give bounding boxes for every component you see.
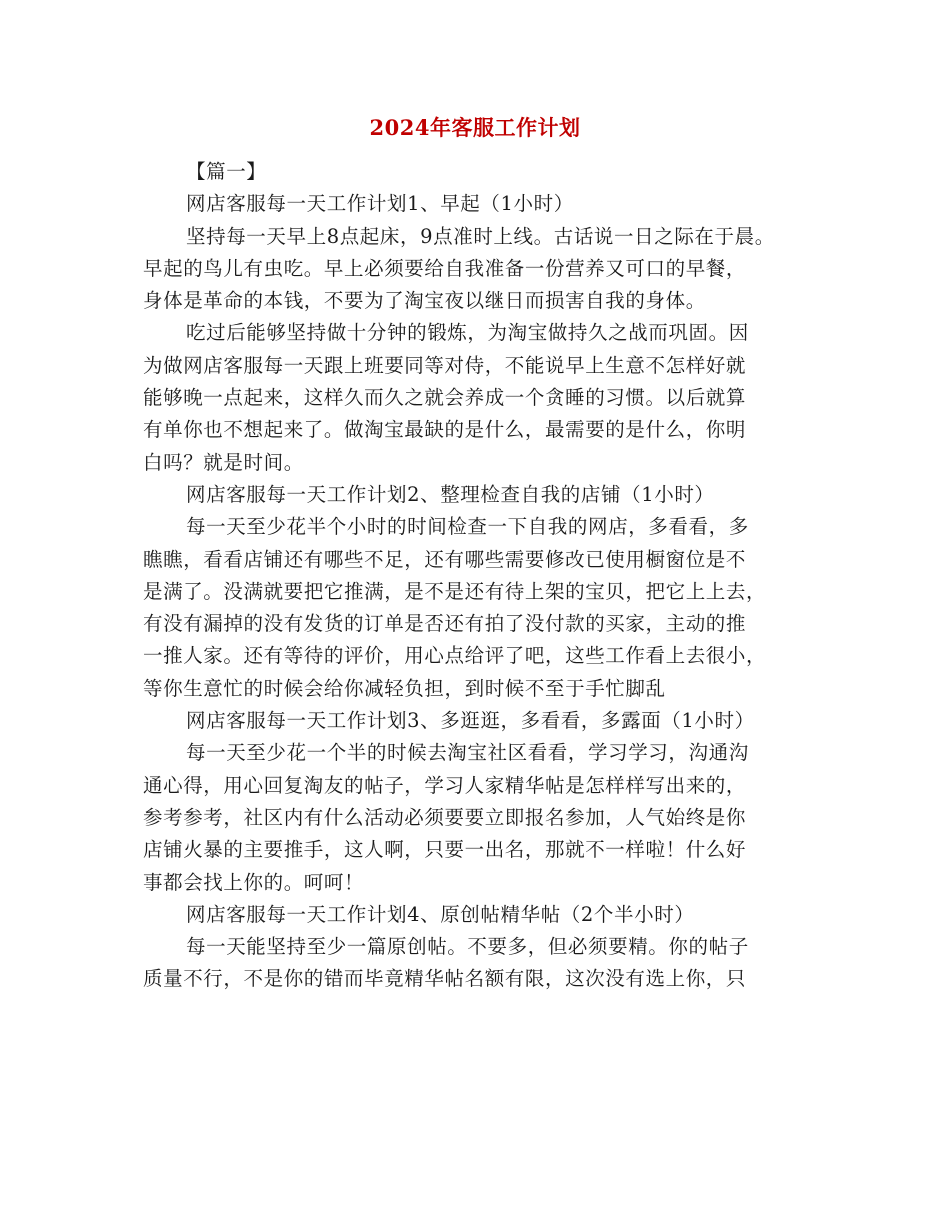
text-line: 每一天至少花一个半的时候去淘宝社区看看，学习学习，沟通沟 [186,741,749,765]
text-line: 网店客服每一天工作计划2、整理检查自我的店铺（1小时） [186,482,715,506]
text-line: 参考参考，社区内有什么活动必须要要立即报名参加，人气始终是你 [143,805,747,829]
text-line: 瞧瞧，看看店铺还有哪些不足，还有哪些需要修改已使用橱窗位是不 [143,547,747,571]
section-heading: 【篇一】 [186,160,267,183]
text-line: 质量不行，不是你的错而毕竟精华帖名额有限，这次没有选上你，只 [143,967,747,991]
text-line: 通心得，用心回复淘友的帖子，学习人家精华帖是怎样样写出来的， [143,773,747,797]
text-line: 每一天至少花半个小时的时间检查一下自我的网店，多看看，多 [186,515,749,539]
text-line: 是满了。没满就要把它推满，是不是还有待上架的宝贝，把它上上去， [143,579,767,603]
text-line: 有单你也不想起来了。做淘宝最缺的是什么，最需要的是什么，你明 [143,418,747,442]
document-body [143,156,843,996]
text-line: 坚持每一天早上8点起床，9点准时上线。古话说一日之际在于晨。 [186,224,775,248]
text-line: 一推人家。还有等待的评价，用心点给评了吧，这些工作看上去很小， [143,644,767,668]
document-title: 2024年客服工作计划 [369,115,581,140]
text-line: 网店客服每一天工作计划3、多逛逛，多看看，多露面（1小时） [186,709,755,733]
text-line: 为做网店客服每一天跟上班要同等对侍，不能说早上生意不怎样好就 [143,353,747,377]
text-line: 网店客服每一天工作计划1、早起（1小时） [186,192,574,216]
text-line: 等你生意忙的时候会给你减轻负担，到时候不至于手忙脚乱 [143,676,666,700]
text-line: 店铺火暴的主要推手，这人啊，只要一出名，那就不一样啦！什么好 [143,838,747,862]
text-line: 有没有漏掉的没有发货的订单是否还有拍了没付款的买家，主动的推 [143,612,747,636]
text-line: 白吗？就是时间。 [143,450,304,474]
text-line: 网店客服每一天工作计划4、原创帖精华帖（2个半小时） [186,902,695,926]
text-line: 吃过后能够坚持做十分钟的锻炼，为淘宝做持久之战而巩固。因 [186,321,749,345]
text-line: 身体是革命的本钱，不要为了淘宝夜以继日而损害自我的身体。 [143,289,706,313]
text-line: 每一天能坚持至少一篇原创帖。不要多，但必须要精。你的帖子 [186,935,749,959]
text-line: 能够晚一点起来，这样久而久之就会养成一个贪睡的习惯。以后就算 [143,386,747,410]
text-line: 事都会找上你的。呵呵！ [143,870,365,894]
text-line: 早起的鸟儿有虫吃。早上必须要给自我准备一份营养又可口的早餐， [143,256,747,280]
